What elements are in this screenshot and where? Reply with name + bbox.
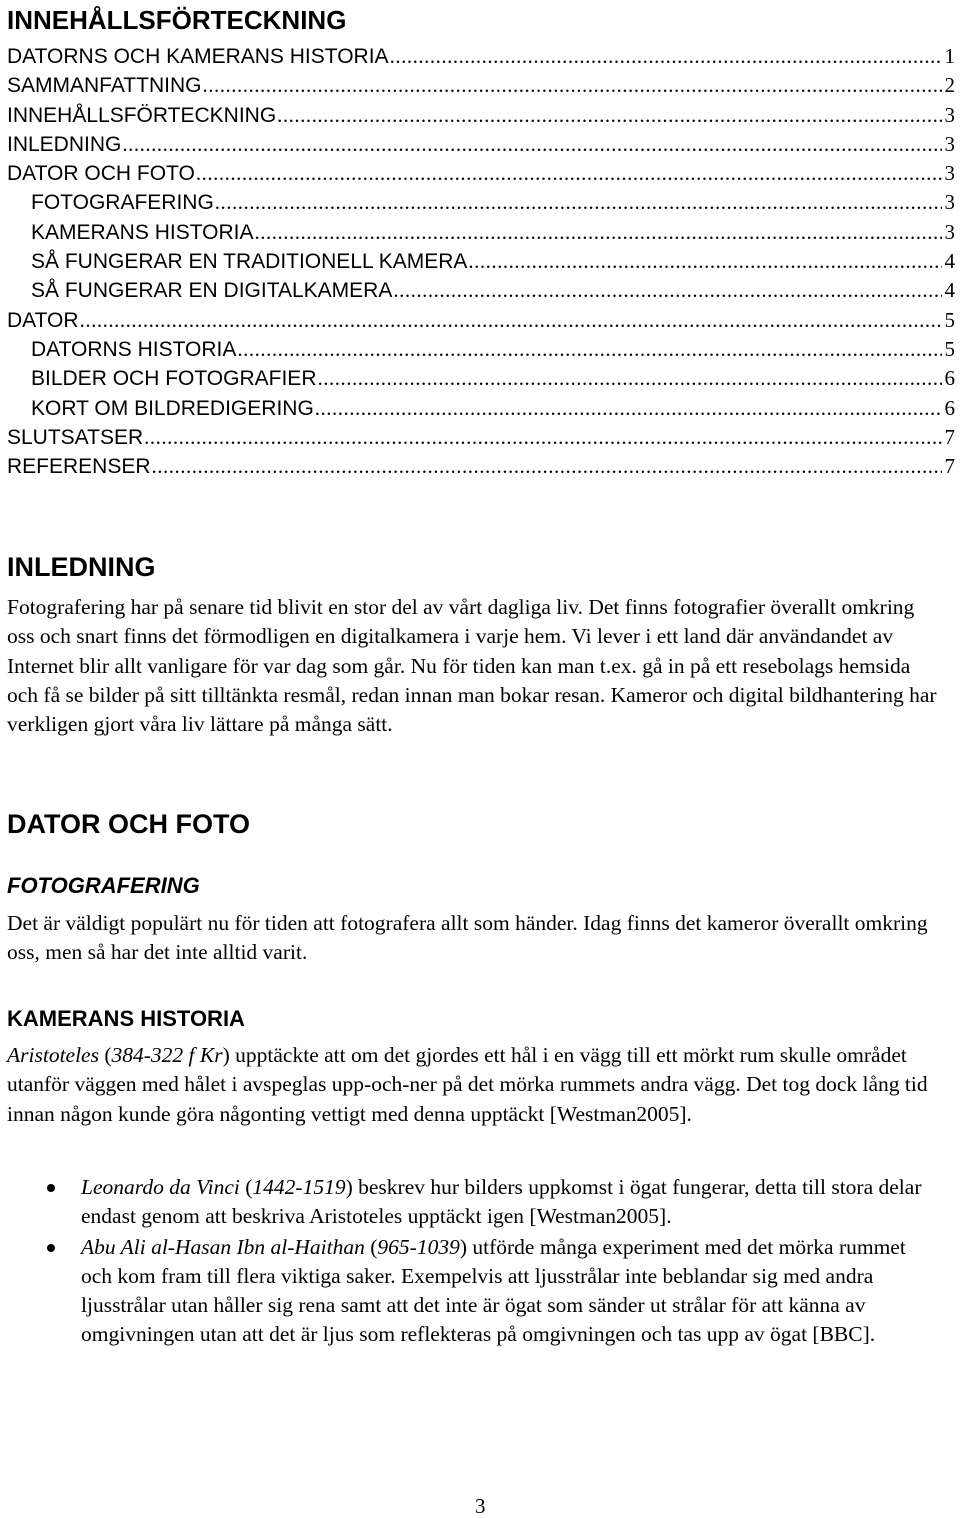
toc-entry-label: INNEHÅLLSFÖRTECKNING [7,103,277,127]
toc-entry-page: 6 [944,366,955,391]
toc-entry-page: 3 [944,190,955,215]
toc-entry-label: SÅ FUNGERAR EN DIGITALKAMERA [31,279,393,303]
toc-leader-dots [80,306,942,335]
toc-entry[interactable] [7,306,955,335]
toc-entry[interactable] [7,423,955,452]
toc-entry[interactable] [7,188,955,217]
toc-entry-label: REFERENSER [7,455,151,479]
dator-och-foto-heading: DATOR OCH FOTO [7,809,250,839]
toc-entry-label: FOTOGRAFERING [31,191,214,215]
person-years: 384-322 f Kr [111,1043,223,1067]
list-item: Leonardo da Vinci (1442-1519) beskrev hur bilders uppkomst i ögat fungerar, detta till stora delar endast genom att beskriva Aristoteles upptäckt igen [Westman2005]. [7,1173,942,1232]
toc-leader-dots [196,159,942,188]
toc-entry-label: SÅ FUNGERAR EN TRADITIONELL KAMERA [31,250,468,274]
toc-entry-page: 7 [944,424,955,449]
toc-entry-page: 6 [944,395,955,420]
toc-entry-label: INLEDNING [7,132,122,156]
toc-entry-page: 5 [944,336,955,361]
toc-entry-page: 3 [944,102,955,127]
bullet-icon [47,1244,55,1252]
toc-entry-page: 2 [944,73,955,98]
person-years: 965-1039 [377,1234,460,1259]
toc-entry-label: BILDER OCH FOTOGRAFIER [31,367,317,391]
toc-entry[interactable] [7,452,955,481]
toc-entry-label: DATORNS HISTORIA [31,337,237,361]
toc-entry[interactable] [7,394,955,423]
person-name: Leonardo da Vinci [81,1175,240,1199]
kamerans-historia-paragraph: Aristoteles (384-322 f Kr) upptäckte att om det gjordes ett hål i en vägg till ett mörkt rum skulle området utanför väggen med hålet i avspeglas upp-och-ner på det mörka rummets andra vägg. Det tog dock lång tid innan någon kunde göra någonting vettigt med denna upptäckt [Westman2005]. [7,1043,928,1126]
toc-entry-page: 3 [944,219,955,244]
toc-entry-label: KAMERANS HISTORIA [31,220,254,244]
toc-leader-dots [277,101,941,130]
toc-entry[interactable] [7,364,955,393]
list-item-text: utförde många experiment med det mörka rummet och kom fram till flera viktiga saker. Exempelvis att ljusstrålar inte beblandar sig med andra ljusstrålar utan håller sig rena samt att det inte är ögat som sänder ut strålar för att känna av omgivningen utan att det är ljus som reflekteras på omgivningen och tas upp av ögat [BBC]. [81,1234,906,1347]
toc-entry-label: DATORNS OCH KAMERANS HISTORIA [7,45,389,68]
toc-entry[interactable] [7,218,955,247]
person-years: 1442-1519 [252,1175,346,1199]
toc-title: INNEHÅLLSFÖRTECKNING [7,5,347,35]
toc-entry-label: DATOR [7,308,79,332]
toc-leader-dots [317,364,941,393]
history-bullet-list [7,1173,942,1351]
toc-entry[interactable] [7,130,955,159]
toc-entry-label: SLUTSATSER [7,425,144,449]
toc-leader-dots [315,394,942,423]
toc-entry-page: 5 [944,307,955,332]
toc-leader-dots [152,452,942,481]
toc-entry-page: 7 [944,454,955,479]
toc-entry[interactable] [7,42,955,71]
list-item: Abu Ali al-Hasan Ibn al-Haithan (965-1039) utförde många experiment med det mörka rummet och kom fram till flera viktiga saker. Exempelvis att ljusstrålar inte beblandar sig med andra ljusstrålar utan håller sig rena samt att det inte är ögat som sänder ut strålar för att känna av omgivningen utan att det är ljus som reflekteras på omgivningen och tas upp av ögat [BBC]. [7,1233,942,1350]
toc-entry[interactable] [7,159,955,188]
toc-entry-page: 4 [944,278,955,303]
toc-leader-dots [255,218,942,247]
toc-leader-dots [144,423,941,452]
bullet-icon [47,1184,55,1192]
toc-entry-label: SAMMANFATTNING [7,74,202,98]
toc-leader-dots [393,276,941,305]
toc-entry[interactable] [7,71,955,100]
toc-leader-dots [390,42,942,71]
toc-leader-dots [202,71,941,100]
list-item-text: beskrev hur bilders uppkomst i ögat fungerar, detta till stora delar endast genom att beskriva Aristoteles upptäckt igen [Westman2005]. [81,1175,922,1229]
paragraph-text: upptäckte att om det gjordes ett hål i en vägg till ett mörkt rum skulle området utanför väggen med hålet i avspeglas upp-och-ner på det mörka rummets andra vägg. Det tog dock lång tid innan någon kunde göra någonting vettigt med denna upptäckt [Westman2005]. [7,1043,928,1126]
toc-leader-dots [468,247,941,276]
inledning-paragraph: Fotografering har på senare tid blivit en stor del av vårt dagliga liv. Det finns fotografier överallt omkring oss och snart finns det förmodligen en digitalkamera i varje hem. Vi lever i ett land där användandet av Internet blir allt vanligare för var dag som går. Nu för tiden kan man t.ex. gå in på ett resebolags hemsida och få se bilder på sitt tilltänkta resmål, redan innan man bokar resan. Kameror och digital bildhantering har verkligen gjort våra liv lättare på många sätt. [7,595,937,737]
page-number: 3 [475,1494,486,1518]
toc-entry-page: 3 [944,131,955,156]
toc-leader-dots [122,130,941,159]
toc-entry-page: 3 [944,161,955,186]
fotografering-paragraph: Det är väldigt populärt nu för tiden att fotografera allt som händer. Idag finns det kameror överallt omkring oss, men så har det inte alltid varit. [7,911,928,965]
person-name: Aristoteles [7,1043,99,1067]
inledning-heading: INLEDNING [7,552,156,582]
toc-entry-page: 1 [944,44,955,68]
toc-leader-dots [215,188,942,217]
toc-entry[interactable] [7,335,955,364]
person-name: Abu Ali al-Hasan Ibn al-Haithan [81,1234,365,1259]
toc-entry[interactable] [7,276,955,305]
toc-entry-label: KORT OM BILDREDIGERING [31,396,314,420]
kamerans-historia-heading: KAMERANS HISTORIA [7,1006,245,1031]
toc-leader-dots [237,335,941,364]
toc-entry-label: DATOR OCH FOTO [7,162,195,186]
table-of-contents [7,42,955,481]
fotografering-heading: FOTOGRAFERING [7,873,200,898]
toc-entry-page: 4 [944,249,955,274]
toc-entry[interactable] [7,247,955,276]
toc-entry[interactable] [7,101,955,130]
